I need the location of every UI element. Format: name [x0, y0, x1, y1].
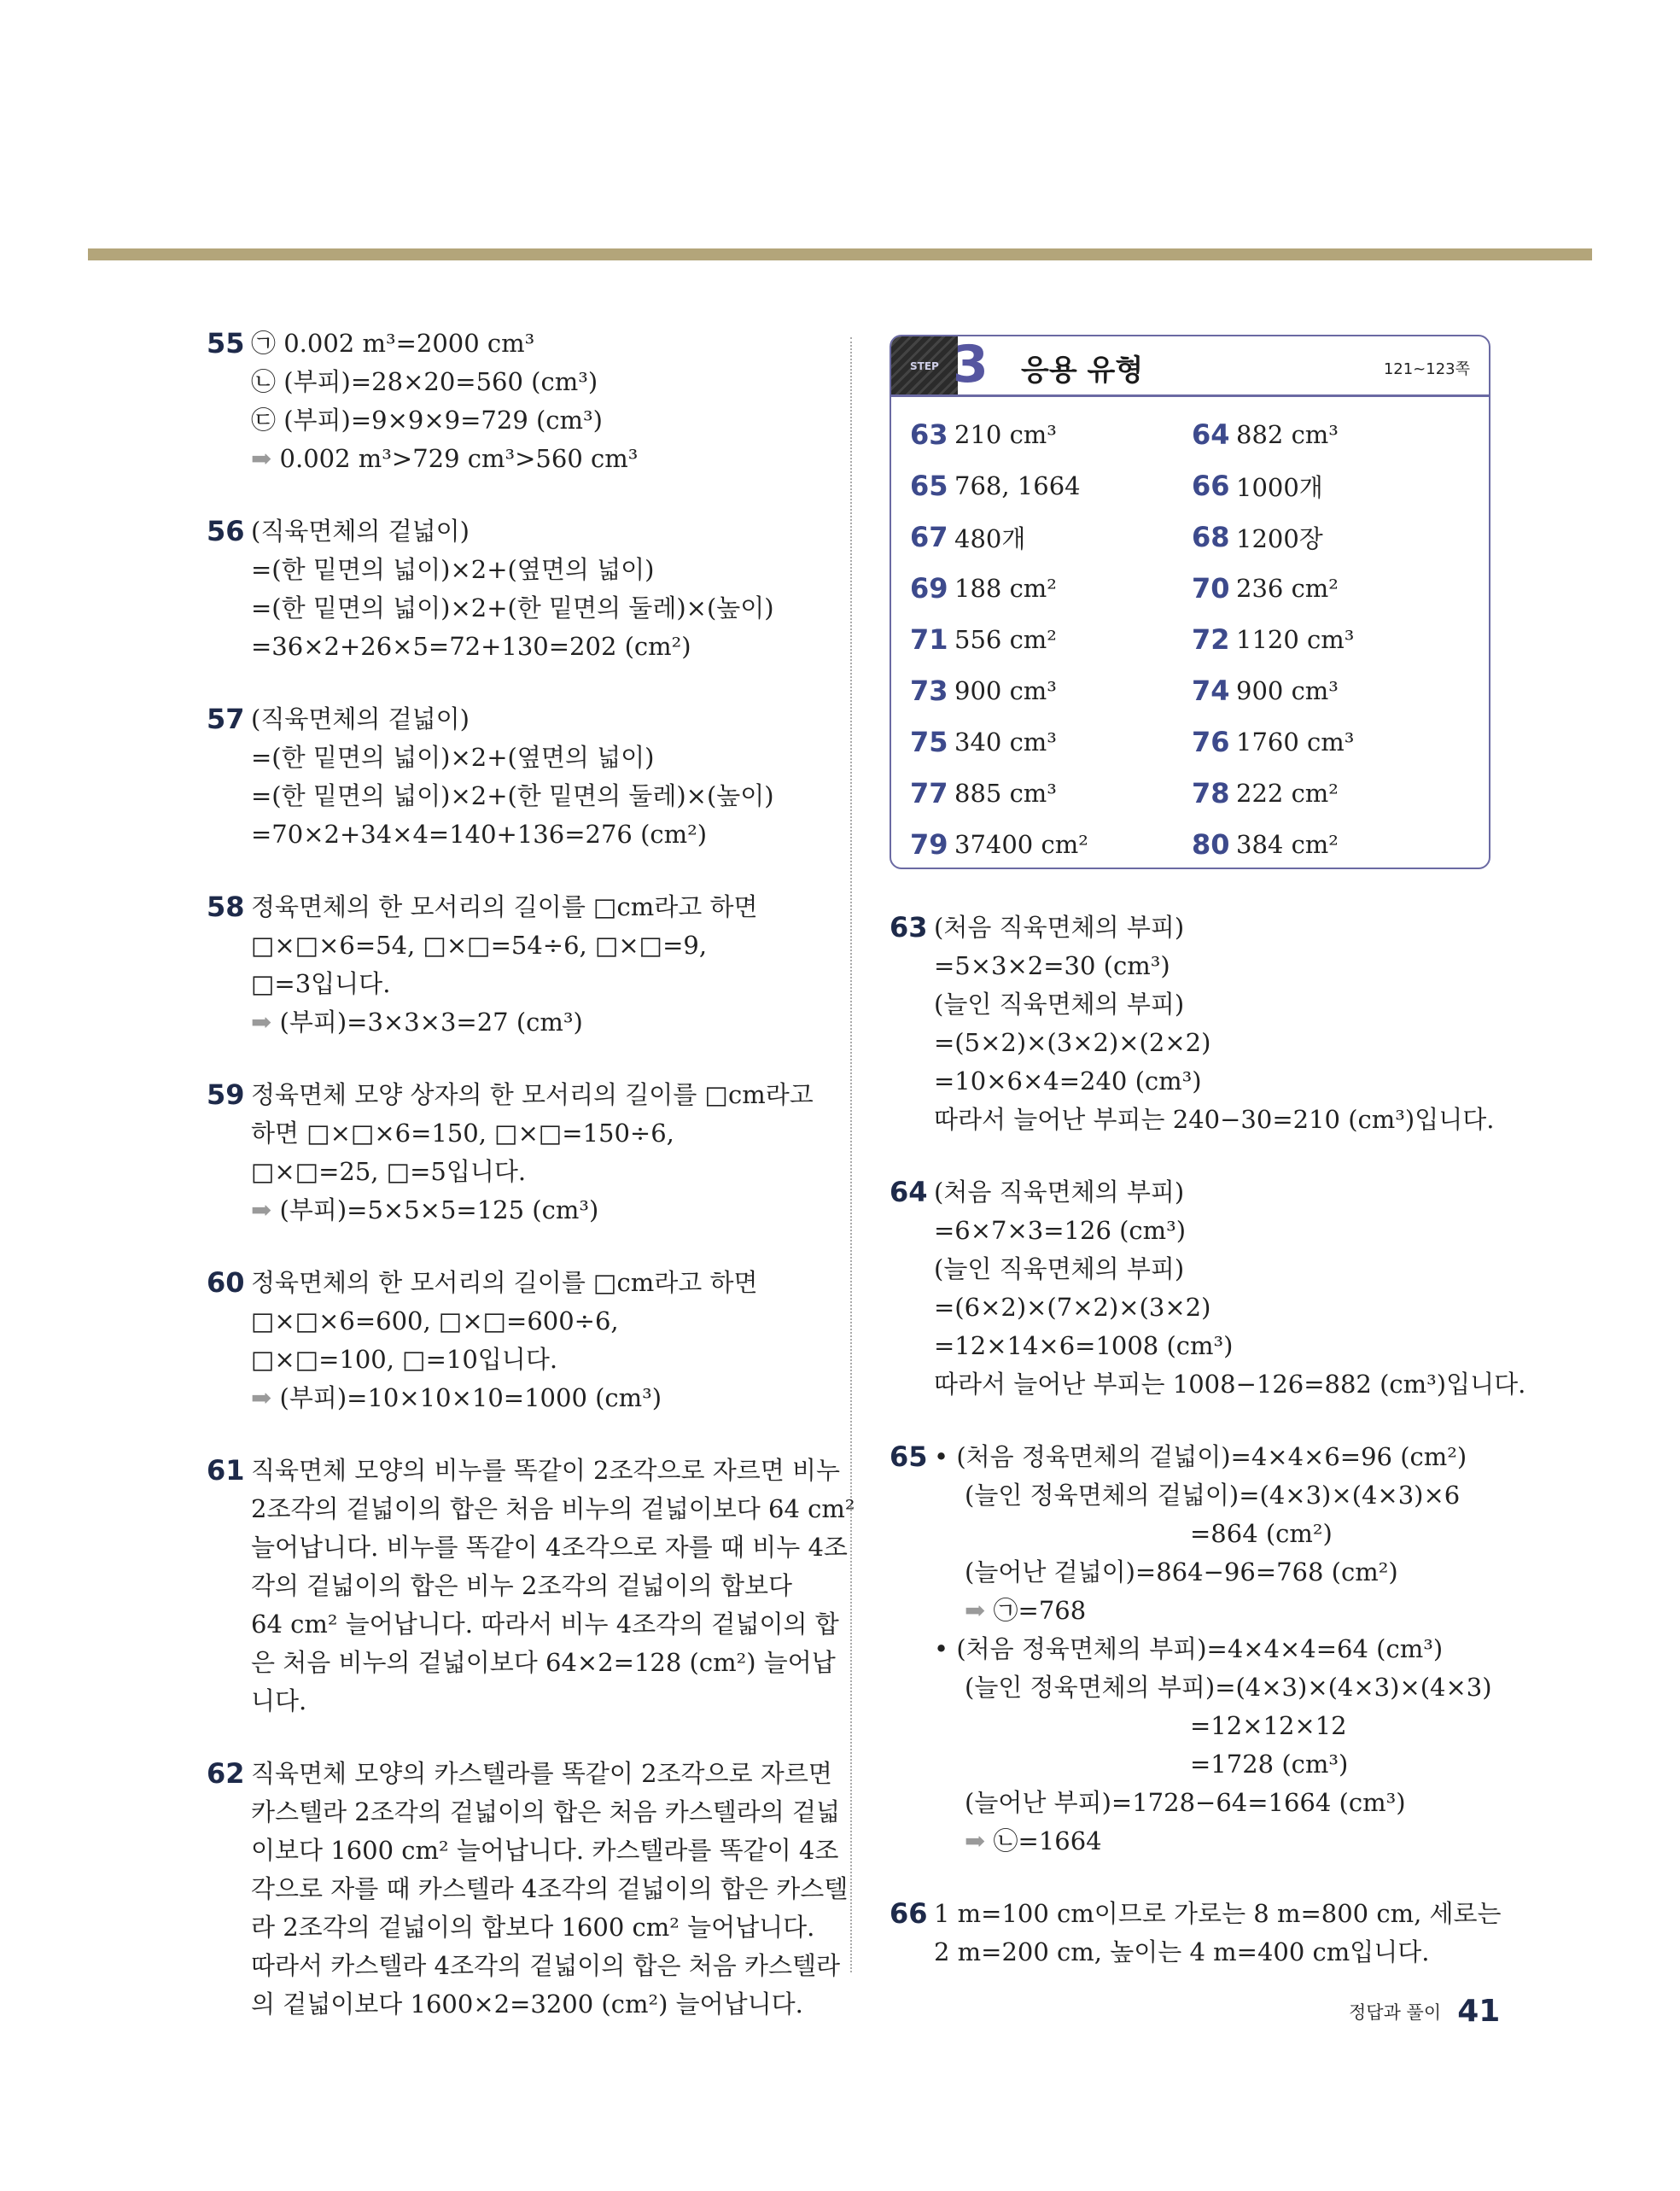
answer-value: 1000개: [1236, 472, 1323, 502]
solution-line: 따라서 카스텔라 4조각의 겉넓이의 합은 처음 카스텔라: [251, 1951, 841, 1980]
problem-number: 60: [207, 1266, 245, 1299]
answer-number: 73: [910, 675, 948, 707]
answer-item: [910, 409, 1192, 460]
solution-line: 이보다 1600 cm² 늘어납니다. 카스텔라를 똑같이 4조: [251, 1836, 839, 1865]
answer-value: 882 cm³: [1236, 420, 1339, 449]
problem-number: 66: [890, 1897, 928, 1930]
page-number: 41: [1457, 1994, 1501, 2029]
answer-item: [910, 819, 1192, 869]
answer-value: 222 cm²: [1236, 779, 1339, 808]
solution-line: ➡ 0.002 m³>729 cm³>560 cm³: [251, 444, 639, 473]
answer-item: [910, 460, 1192, 511]
problem-number: 64: [890, 1176, 928, 1208]
solution-line: =1728 (cm³): [1190, 1750, 1349, 1779]
solution-line: 카스텔라 2조각의 겉넓이의 합은 처음 카스텔라의 겉넓: [251, 1797, 841, 1826]
solution-line: • (처음 정육면체의 겉넓이)=4×4×6=96 (cm²): [934, 1442, 1467, 1471]
column-divider: [850, 337, 852, 1972]
right-column: [890, 324, 1526, 2006]
arrow-icon: ➡: [965, 1596, 986, 1625]
solution-line: 니다.: [251, 1686, 307, 1715]
problem-number: 65: [890, 1440, 928, 1473]
solution-line: =36×2+26×5=72+130=202 (cm²): [251, 632, 691, 661]
problem-58: [207, 888, 821, 1042]
solution-line: 정육면체의 한 모서리의 길이를 □cm라고 하면: [251, 892, 758, 921]
answer-item: [910, 665, 1192, 716]
problem-number: 63: [890, 911, 928, 944]
answer-number: 65: [910, 470, 948, 502]
answer-value: 1200장: [1236, 523, 1323, 553]
solution-line: 의 겉넓이보다 1600×2=3200 (cm²) 늘어납니다.: [251, 1989, 803, 2019]
answer-item: [910, 716, 1192, 768]
solution-line: (직육면체의 겉넓이): [251, 517, 470, 546]
arrow-icon: ➡: [251, 1008, 272, 1037]
solution-line: =6×7×3=126 (cm³): [934, 1216, 1187, 1245]
answer-value: 1120 cm³: [1236, 625, 1355, 654]
answer-number: 72: [1192, 623, 1230, 656]
problem-number: 62: [207, 1757, 245, 1790]
answer-number: 70: [1192, 572, 1230, 605]
answer-number: 63: [910, 418, 948, 451]
answer-item: [1192, 768, 1473, 819]
answer-value: 480개: [954, 523, 1026, 553]
solution-line: ㉡ (부피)=28×20=560 (cm³): [251, 367, 598, 396]
answer-item: [1192, 665, 1473, 716]
solution-line: (처음 직육면체의 부피): [934, 1177, 1185, 1207]
answer-number: 74: [1192, 675, 1230, 707]
answer-item: [1192, 460, 1473, 511]
step-number: 3: [953, 335, 989, 394]
solution-line: 직육면체 모양의 비누를 똑같이 2조각으로 자르면 비누: [251, 1456, 841, 1485]
answer-item: [1192, 409, 1473, 460]
problem-63: [890, 909, 1504, 1139]
answer-value: 236 cm²: [1236, 574, 1339, 603]
answer-item: [1192, 614, 1473, 665]
answer-number: 64: [1192, 418, 1230, 451]
arrow-icon: ➡: [251, 1195, 272, 1224]
answer-value: 37400 cm²: [954, 830, 1088, 859]
solution-line: 각의 겉넓이의 합은 비누 2조각의 겉넓이의 합보다: [251, 1571, 793, 1600]
answer-item: [1192, 563, 1473, 614]
solution-line: 라 2조각의 겉넓이의 합보다 1600 cm² 늘어납니다.: [251, 1913, 815, 1942]
solution-line: =(한 밑면의 넓이)×2+(한 밑면의 둘레)×(높이): [251, 781, 774, 810]
problem-60: [207, 1264, 821, 1417]
solution-line: =(6×2)×(7×2)×(3×2): [934, 1293, 1211, 1322]
problem-number: 55: [207, 327, 245, 359]
solution-line: (처음 직육면체의 부피): [934, 913, 1185, 942]
answer-grid: [891, 397, 1489, 869]
solution-line: 늘어납니다. 비누를 똑같이 4조각으로 자를 때 비누 4조: [251, 1533, 848, 1562]
solution-line: =(한 밑면의 넓이)×2+(옆면의 넓이): [251, 555, 655, 584]
solution-line: 은 처음 비누의 겉넓이보다 64×2=128 (cm²) 늘어납: [251, 1648, 836, 1677]
solution-line: (늘인 직육면체의 부피): [934, 990, 1185, 1019]
answer-item: [1192, 716, 1473, 768]
answer-number: 67: [910, 521, 948, 553]
problem-56: [207, 512, 821, 666]
answer-number: 77: [910, 777, 948, 809]
problem-number: 59: [207, 1078, 245, 1111]
answer-value: 768, 1664: [954, 471, 1081, 500]
solution-line: ➡ ㉠=768: [965, 1596, 1087, 1625]
solution-line: ➡ (부피)=10×10×10=1000 (cm³): [251, 1383, 662, 1412]
solution-line: □=3입니다.: [251, 969, 391, 998]
answer-value: 188 cm²: [954, 574, 1057, 603]
problem-number: 61: [207, 1454, 245, 1487]
problem-64: [890, 1173, 1526, 1404]
solution-line: 64 cm² 늘어납니다. 따라서 비누 4조각의 겉넓이의 합: [251, 1610, 839, 1639]
solution-line: 하면 □×□×6=150, □×□=150÷6,: [251, 1119, 674, 1148]
right-solutions: [890, 909, 1526, 1972]
solution-line: =5×3×2=30 (cm³): [934, 951, 1170, 980]
solution-line: ➡ (부피)=5×5×5=125 (cm³): [251, 1195, 599, 1224]
solution-line: =70×2+34×4=140+136=276 (cm²): [251, 820, 708, 849]
step-page-range: 121~123쪽: [1383, 360, 1470, 378]
solution-line: =(한 밑면의 넓이)×2+(옆면의 넓이): [251, 743, 655, 772]
solution-line: 따라서 늘어난 부피는 240−30=210 (cm³)입니다.: [934, 1105, 1495, 1134]
problem-number: 58: [207, 891, 245, 923]
problem-62: [207, 1755, 849, 2024]
answer-value: 900 cm³: [1236, 676, 1339, 705]
answer-number: 68: [1192, 521, 1230, 553]
answer-value: 210 cm³: [954, 420, 1057, 449]
solution-line: (직육면체의 겉넓이): [251, 704, 470, 733]
answer-number: 75: [910, 726, 948, 758]
solution-line: □×□×6=54, □×□=54÷6, □×□=9,: [251, 931, 708, 960]
solution-line: 따라서 늘어난 부피는 1008−126=882 (cm³)입니다.: [934, 1370, 1526, 1399]
answer-item: [1192, 819, 1473, 869]
answer-item: [910, 768, 1192, 819]
problem-65: [890, 1438, 1504, 1861]
problem-61: [207, 1452, 855, 1721]
solution-line: 직육면체 모양의 카스텔라를 똑같이 2조각으로 자르면: [251, 1759, 832, 1788]
problem-number: 56: [207, 515, 245, 547]
solution-line: =10×6×4=240 (cm³): [934, 1066, 1202, 1096]
problem-number: 57: [207, 703, 245, 735]
answer-item: [910, 511, 1192, 563]
solution-line: ➡ (부피)=3×3×3=27 (cm³): [251, 1008, 583, 1037]
answer-item: [910, 563, 1192, 614]
answer-value: 885 cm³: [954, 779, 1057, 808]
solution-line: □×□×6=600, □×□=600÷6,: [251, 1306, 619, 1335]
solution-line: =(5×2)×(3×2)×(2×2): [934, 1028, 1211, 1057]
step-header: [891, 336, 1489, 397]
solution-line: □×□=25, □=5입니다.: [251, 1157, 527, 1186]
problem-66: [890, 1895, 1504, 1972]
step-label: STEP: [910, 360, 939, 372]
solution-line: ➡ ㉡=1664: [965, 1826, 1102, 1855]
answer-number: 79: [910, 828, 948, 861]
solution-line: • (처음 정육면체의 부피)=4×4×4=64 (cm³): [934, 1634, 1444, 1663]
arrow-icon: ➡: [965, 1826, 986, 1855]
page-footer: [1349, 1994, 1500, 2029]
solution-line: 2조각의 겉넓이의 합은 처음 비누의 겉넓이보다 64 cm²: [251, 1494, 855, 1523]
solution-line: (늘인 직육면체의 부피): [934, 1254, 1185, 1283]
problem-57: [207, 700, 821, 854]
solution-line: =864 (cm²): [1190, 1519, 1333, 1548]
answer-value: 340 cm³: [954, 727, 1057, 757]
header-accent-bar: [88, 248, 1592, 260]
solution-line: =12×14×6=1008 (cm³): [934, 1331, 1234, 1360]
answer-number: 76: [1192, 726, 1230, 758]
solution-line: 1 m=100 cm이므로 가로는 8 m=800 cm, 세로는: [934, 1899, 1502, 1928]
solution-line: (늘인 정육면체의 겉넓이)=(4×3)×(4×3)×6: [965, 1481, 1461, 1510]
answer-number: 80: [1192, 828, 1230, 861]
solution-line: 정육면체 모양 상자의 한 모서리의 길이를 □cm라고: [251, 1080, 814, 1109]
solution-line: □×□=100, □=10입니다.: [251, 1345, 558, 1374]
solution-line: (늘어난 겉넓이)=864−96=768 (cm²): [965, 1557, 1398, 1586]
footer-label: 정답과 풀이: [1349, 2001, 1442, 2023]
solution-line: ㉠ 0.002 m³=2000 cm³: [251, 329, 535, 358]
answer-number: 66: [1192, 470, 1230, 502]
solution-line: ㉢ (부피)=9×9×9=729 (cm³): [251, 406, 603, 435]
answer-number: 78: [1192, 777, 1230, 809]
step-title: 응용 유형: [1021, 353, 1144, 388]
answer-item: [1192, 511, 1473, 563]
solution-line: =12×12×12: [1190, 1711, 1347, 1740]
solution-line: (늘어난 부피)=1728−64=1664 (cm³): [965, 1788, 1406, 1817]
answer-number: 69: [910, 572, 948, 605]
step-tab: [891, 336, 958, 394]
solution-line: 정육면체의 한 모서리의 길이를 □cm라고 하면: [251, 1268, 758, 1297]
arrow-icon: ➡: [251, 444, 272, 473]
answer-value: 1760 cm³: [1236, 727, 1355, 757]
answer-value: 556 cm²: [954, 625, 1057, 654]
step-answer-box: [890, 335, 1490, 869]
answer-value: 384 cm²: [1236, 830, 1339, 859]
solution-line: 각으로 자를 때 카스텔라 4조각의 겉넓이의 합은 카스텔: [251, 1874, 849, 1903]
arrow-icon: ➡: [251, 1383, 272, 1412]
left-column: [207, 324, 855, 2058]
answer-item: [910, 614, 1192, 665]
solution-line: =(한 밑면의 넓이)×2+(한 밑면의 둘레)×(높이): [251, 593, 774, 622]
solution-line: (늘인 정육면체의 부피)=(4×3)×(4×3)×(4×3): [965, 1673, 1492, 1702]
answer-value: 900 cm³: [954, 676, 1057, 705]
solution-line: 2 m=200 cm, 높이는 4 m=400 cm입니다.: [934, 1937, 1430, 1966]
problem-55: [207, 324, 821, 478]
problem-59: [207, 1076, 821, 1230]
answer-number: 71: [910, 623, 948, 656]
